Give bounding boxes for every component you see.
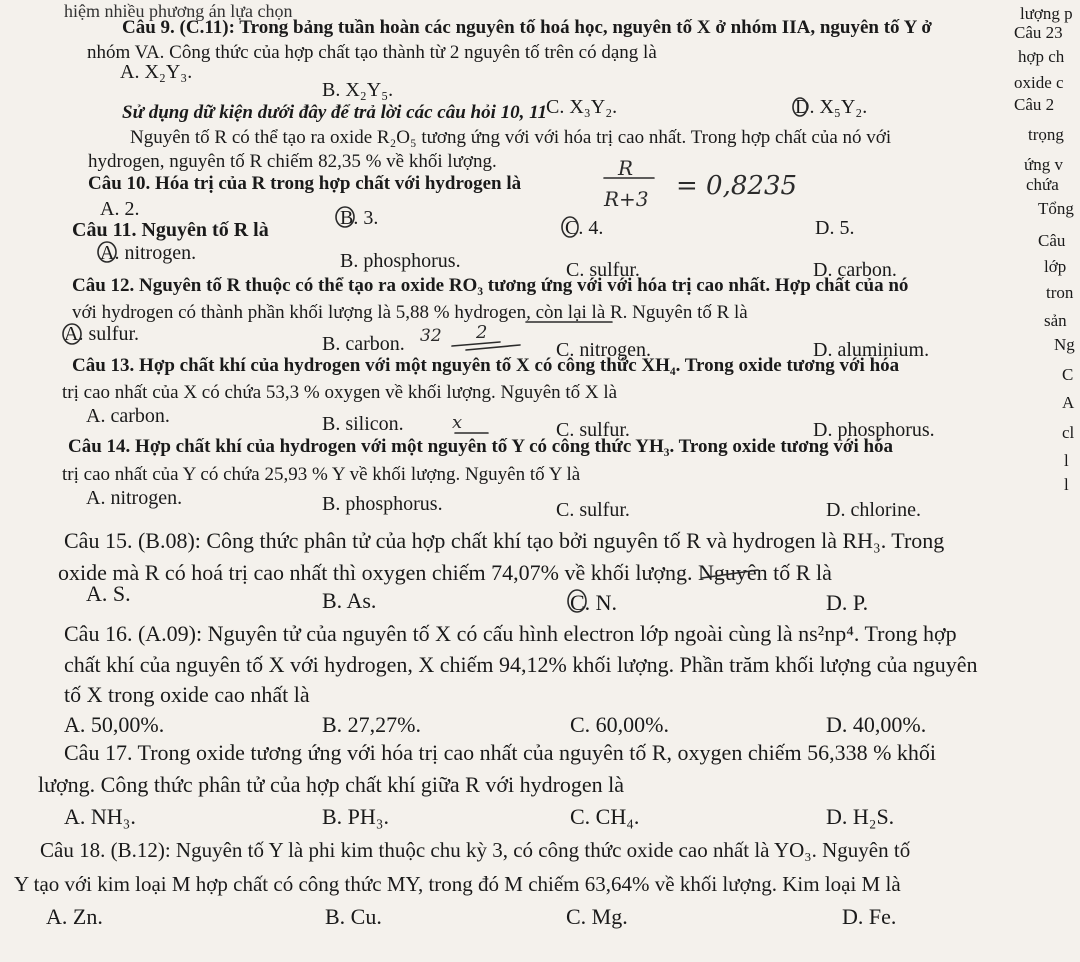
right-col-text-7: ứng v (1024, 155, 1063, 174)
q12-option-b: B. carbon. (322, 333, 405, 355)
q10-option-d: D. 5. (815, 217, 855, 239)
q14-option-b: B. phosphorus. (322, 493, 443, 515)
scribble-line-2 (466, 345, 520, 350)
q16-option-c: C. 60,00%. (570, 712, 669, 737)
q17-option-c: C. CH₄. (570, 804, 640, 829)
right-col-text-19: l (1064, 475, 1069, 494)
q16-line1: Câu 16. (A.09): Nguyên tử của nguyên tố X có cấu hình electron lớp ngoài cùng là ns²np⁴. Trong hợp (64, 621, 957, 646)
q14-option-c: C. sulfur. (556, 499, 630, 521)
section-title: hiệm nhiều phương án lựa chọn (64, 1, 293, 21)
scribble-line (452, 342, 500, 346)
q15-line2: oxide mà R có hoá trị cao nhất thì oxygen chiếm 74,07% về khối lượng. Nguyên tố R là (58, 560, 832, 585)
right-col-text-1: lượng p (1020, 4, 1073, 23)
q13-line1: Câu 13. Hợp chất khí của hydrogen với một nguyên tố X có công thức XH₄. Trong oxide tương với hóa (72, 355, 900, 376)
hw-note-2: 2 (476, 322, 488, 343)
q11-option-a: A. nitrogen. (100, 242, 197, 264)
q15-text: Câu 15. (B.08): Công thức phân tử của hợp chất khí tạo bởi nguyên tố R và hydrogen là RH₃. Trong (64, 528, 945, 553)
q17-line2: lượng. Công thức phân tử của hợp chất khí giữa R với hydrogen là (38, 772, 625, 797)
right-col-text-12: tron (1046, 283, 1074, 302)
q17-option-d: D. H₂S. (826, 804, 895, 829)
right-col-text-2: Câu 23 (1014, 23, 1063, 42)
q16-option-b: B. 27,27%. (322, 712, 421, 737)
q12-line1: Câu 12. Nguyên tố R thuộc có thể tạo ra oxide RO₃ tương ứng với với hóa trị cao nhất. Hợp chất của nó (72, 275, 909, 296)
q11-option-b: B. phosphorus. (340, 250, 461, 272)
right-col-text-11: lớp (1044, 257, 1067, 276)
hw-note-x: x (452, 412, 463, 433)
right-col-text-3: hợp ch (1018, 47, 1065, 66)
q9-line1: Câu 9. (C.11): Trong bảng tuần hoàn các nguyên tố hoá học, nguyên tố X ở nhóm IIA, nguyên tố Y ở (122, 17, 932, 38)
q15-option-d: D. P. (826, 590, 869, 615)
q13-option-a: A. carbon. (86, 405, 170, 427)
q10-option-c: C. 4. (565, 217, 604, 239)
hw-fraction-numerator: R (618, 156, 634, 180)
right-col-text-5: Câu 2 (1014, 95, 1055, 114)
q18-line2: Y tạo với kim loại M hợp chất có công thức MY, trong đó M chiếm 63,64% về khối lượng. Kim loại M là (14, 872, 901, 896)
right-col-text-14: Ng (1054, 335, 1075, 354)
right-col-text-15: C (1062, 365, 1074, 384)
right-col-text-8: chứa (1026, 175, 1059, 194)
q14-option-d: D. chlorine. (826, 499, 921, 521)
right-col-text-17: cl (1062, 423, 1075, 442)
q18-option-d: D. Fe. (842, 904, 897, 929)
q9-option-b: B. X₂Y₅. (322, 79, 394, 101)
q16-option-a: A. 50,00%. (64, 712, 165, 737)
q18-line1: Câu 18. (B.12): Nguyên tố Y là phi kim thuộc chu kỳ 3, có công thức oxide cao nhất là YO₃. Nguyên tố (40, 838, 911, 862)
q16-line2: chất khí của nguyên tố X với hydrogen, X chiếm 94,12% khối lượng. Phần trăm khối lượng của nguyên (64, 652, 978, 677)
q11-option-d: D. carbon. (813, 259, 897, 281)
right-col-text-6: trọng (1028, 125, 1064, 144)
q9-line2: nhóm VA. Công thức của hợp chất tạo thành từ 2 nguyên tố trên có dạng là (87, 42, 657, 63)
q10-option-b: B. 3. (340, 207, 379, 229)
right-col-text-16: A (1062, 393, 1075, 412)
q15-line1 (64, 530, 944, 552)
q16-option-d: D. 40,00%. (826, 712, 927, 737)
q18-option-a: A. Zn. (46, 904, 103, 929)
q12-option-a: A. sulfur. (64, 323, 139, 345)
q12-option-d: D. aluminium. (813, 339, 930, 361)
right-col-text-9: Tổng (1038, 199, 1074, 218)
hw-note-32: 32 (420, 326, 442, 346)
stem-line1: Nguyên tố R có thể tạo ra oxide R₂O₅ tương ứng với với hóa trị cao nhất. Trong hợp chất của nó với (130, 127, 892, 148)
right-col-text-18: l (1064, 451, 1069, 470)
hw-equals-value: = 0,8235 (676, 171, 798, 201)
instruction: Sử dụng dữ kiện dưới đây để trả lời các câu hỏi 10, 11 (122, 102, 548, 123)
right-col-text-13: sản (1044, 311, 1067, 330)
q12-option-c: C. nitrogen. (556, 339, 651, 361)
q11-question: Câu 11. Nguyên tố R là (72, 219, 269, 241)
q11-option-c: C. sulfur. (566, 259, 640, 281)
q10-question: Câu 10. Hóa trị của R trong hợp chất với hydrogen là (88, 173, 522, 194)
q13-option-b: B. silicon. (322, 413, 404, 435)
q13-line2: trị cao nhất của X có chứa 53,3 % oxygen về khối lượng. Nguyên tố X là (62, 382, 618, 403)
q9-option-d: D. X₅Y₂. (795, 96, 868, 118)
q14-option-a: A. nitrogen. (86, 487, 183, 509)
q9-option-c: C. X₃Y₂. (546, 96, 618, 118)
q9-option-a: A. X₂Y₃. (120, 61, 193, 83)
q17-option-b: B. PH₃. (322, 804, 389, 829)
q18-option-c: C. Mg. (566, 904, 628, 929)
q12-line2: với hydrogen có thành phần khối lượng là 5,88 % hydrogen, còn lại là R. Nguyên tố R là (72, 302, 748, 323)
q14-line2: trị cao nhất của Y có chứa 25,93 % Y về khối lượng. Nguyên tố Y là (62, 464, 581, 485)
right-col-text-4: oxide c (1014, 73, 1064, 92)
q18-option-b: B. Cu. (325, 904, 382, 929)
q15-option-a: A. S. (86, 581, 131, 606)
q15-option-c: C. N. (570, 590, 618, 615)
q10-option-a: A. 2. (100, 198, 140, 220)
q17-line1: Câu 17. Trong oxide tương ứng với hóa trị cao nhất của nguyên tố R, oxygen chiếm 56,338 % khối (64, 740, 937, 765)
stem-line2: hydrogen, nguyên tố R chiếm 82,35 % về khối lượng. (88, 151, 497, 172)
adjacent-page-column (1012, 0, 1080, 962)
right-col-text-10: Câu (1038, 231, 1066, 250)
q15-option-b: B. As. (322, 588, 377, 613)
q14-line1: Câu 14. Hợp chất khí của hydrogen với một nguyên tố Y có công thức YH₃. Trong oxide tương với hóa (68, 436, 894, 457)
q16-line3: tố X trong oxide cao nhất là (64, 682, 310, 707)
hw-fraction-denominator: R+3 (604, 187, 649, 211)
q13-option-d: D. phosphorus. (813, 419, 935, 441)
q13-option-c: C. sulfur. (556, 419, 630, 441)
q17-option-a: A. NH₃. (64, 804, 136, 829)
